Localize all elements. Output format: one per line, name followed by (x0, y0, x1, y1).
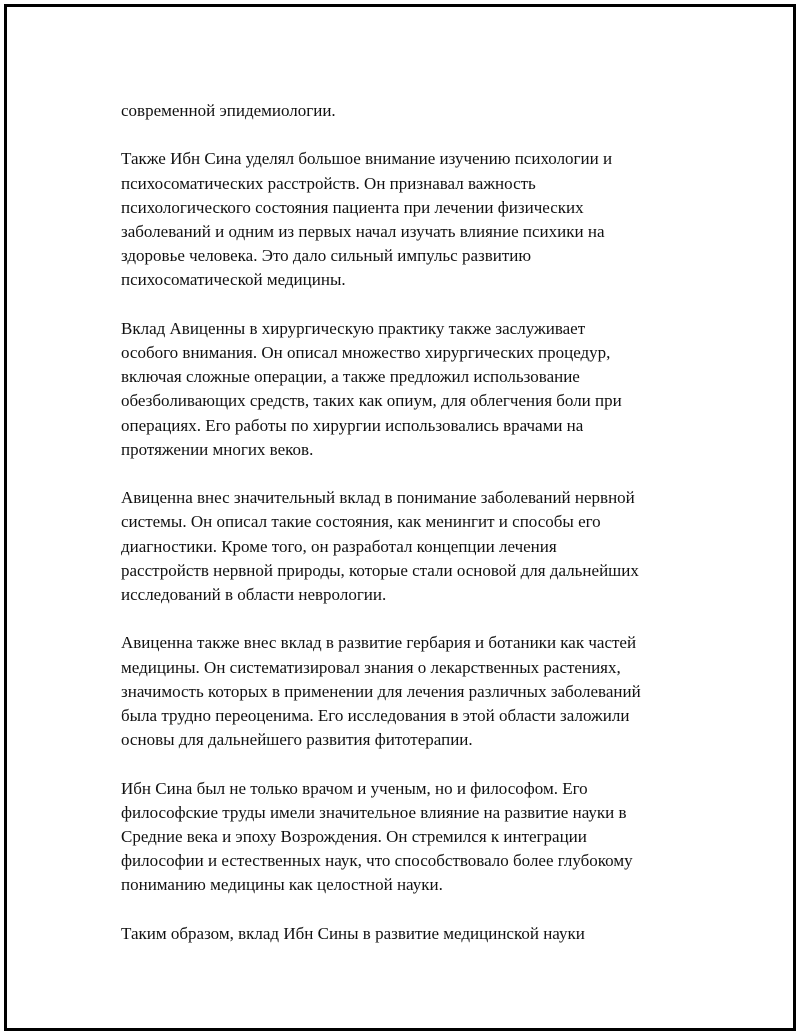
text-line: Также Ибн Сина уделял большое внимание изучению психологии и (121, 149, 613, 169)
paragraph (121, 777, 721, 898)
text-line: психологического состояния пациента при лечении физических (121, 197, 584, 217)
text-line: операциях. Его работы по хирургии использовались врачами на (121, 415, 584, 435)
text-line: Таким образом, вклад Ибн Сины в развитие медицинской науки (121, 923, 585, 943)
text-line: была трудно переоценима. Его исследования в этой области заложили (121, 706, 630, 726)
text-line: философские труды имели значительное влияние на развитие науки в (121, 802, 627, 822)
text-line: включая сложные операции, а также предложил использование (121, 367, 580, 387)
text-line: медицины. Он систематизировал знания о лекарственных растениях, (121, 657, 621, 677)
paragraph (121, 317, 721, 462)
text-line: обезболивающих средств, таких как опиум, для облегчения боли при (121, 391, 622, 411)
text-line: Ибн Сина был не только врачом и ученым, но и философом. Его (121, 778, 588, 798)
paragraph (121, 99, 721, 123)
paragraph (121, 147, 721, 292)
text-line: особого внимания. Он описал множество хирургических процедур, (121, 343, 611, 362)
text-line: значимость которых в применении для лечения различных заболеваний (121, 681, 641, 701)
text-line: психосоматических расстройств. Он признавал важность (121, 173, 536, 193)
paragraph (121, 922, 721, 946)
document-body (121, 99, 721, 970)
text-line: диагностики. Кроме того, он разработал концепции лечения (121, 536, 557, 556)
text-line: современной эпидемиологии. (121, 101, 336, 120)
text-line: протяжении многих веков. (121, 439, 314, 459)
text-line: психосоматической медицины. (121, 270, 346, 290)
text-line: основы для дальнейшего развития фитотерапии. (121, 730, 473, 750)
text-line: здоровье человека. Это дало сильный импульс развитию (121, 246, 532, 266)
text-line: философии и естественных наук, что способствовало более глубокому (121, 851, 633, 871)
text-line: расстройств нервной природы, которые стали основой для дальнейших (121, 560, 639, 580)
text-line: Вклад Авиценны в хирургическую практику также заслуживает (121, 318, 586, 338)
page-frame (4, 4, 796, 1031)
text-line: исследований в области неврологии. (121, 585, 387, 605)
text-line: Средние века и эпоху Возрождения. Он стремился к интеграции (121, 827, 587, 847)
text-line: заболеваний и одним из первых начал изучать влияние психики на (121, 222, 605, 241)
text-line: системы. Он описал такие состояния, как менингит и способы его (121, 512, 601, 532)
text-line: Авиценна внес значительный вклад в понимание заболеваний нервной (121, 488, 635, 508)
text-line: пониманию медицины как целостной науки. (121, 875, 443, 895)
text-line: Авиценна также внес вклад в развитие гербария и ботаники как частей (121, 633, 637, 653)
paragraph (121, 631, 721, 752)
paragraph (121, 486, 721, 607)
